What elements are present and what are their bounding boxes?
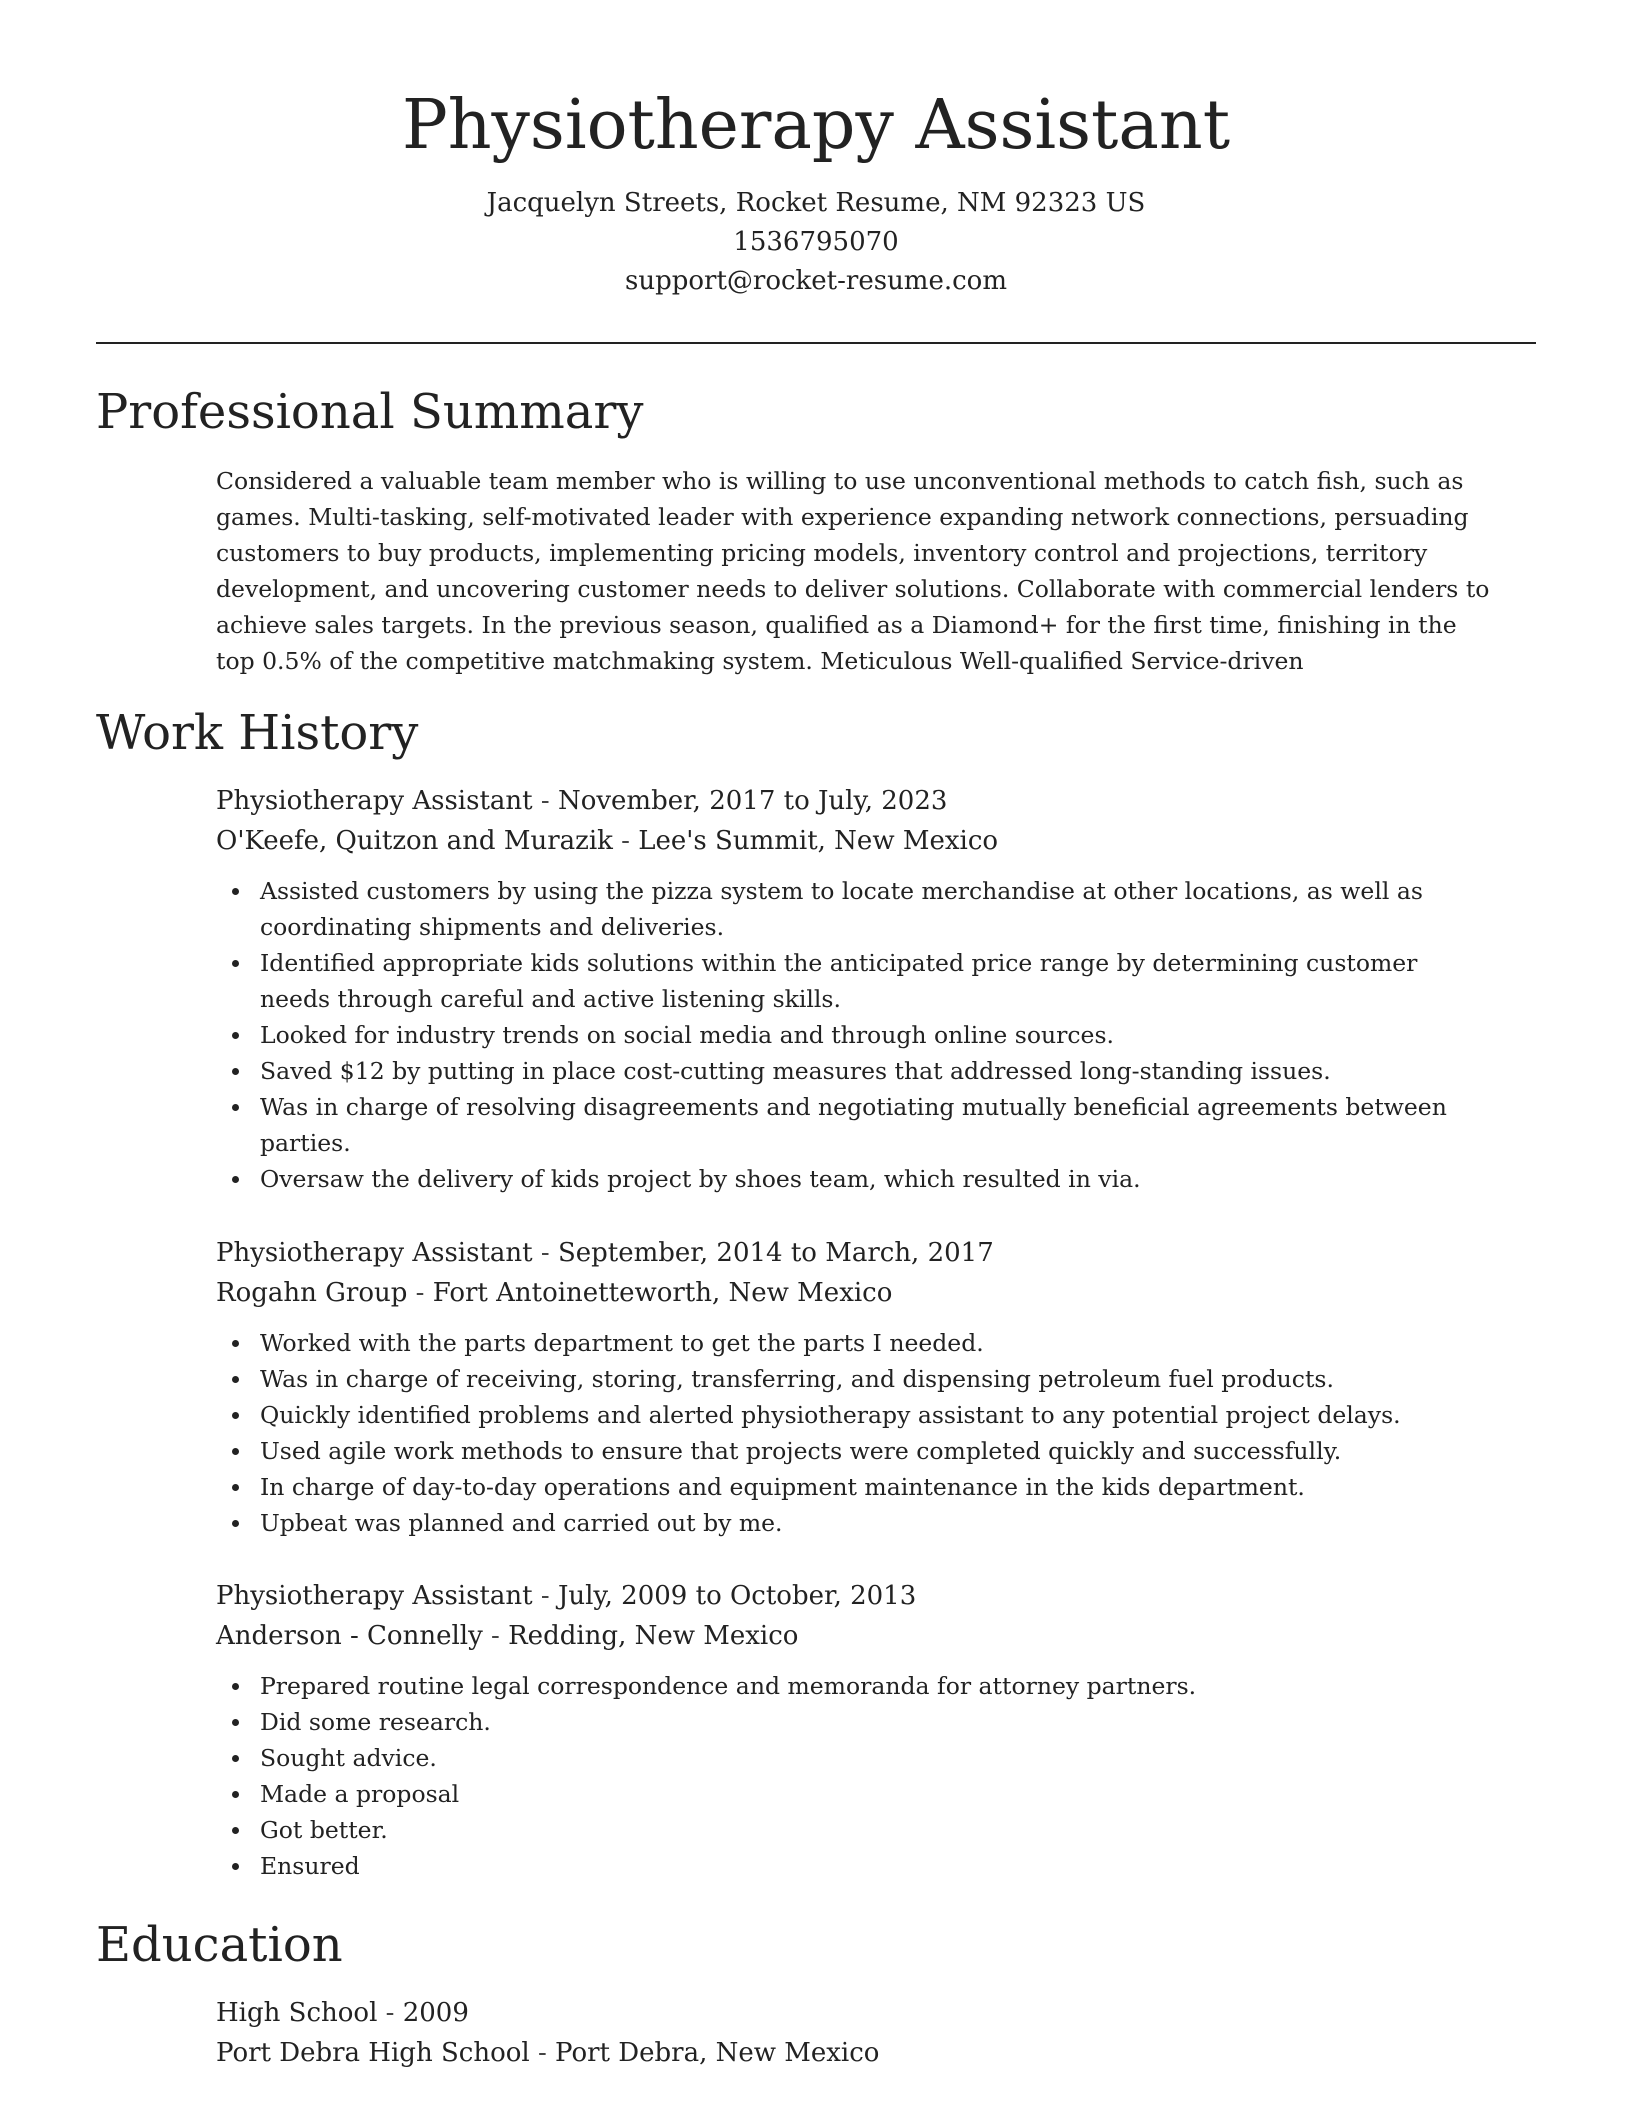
graduation-year: 2009 — [402, 1998, 469, 2028]
list-item — [260, 1740, 1516, 1776]
list-item — [260, 873, 1516, 945]
bullet-icon — [232, 1176, 239, 1183]
duty-text: Got better. — [260, 1816, 388, 1844]
contact-email: support@rocket-resume.com — [624, 266, 1007, 296]
job-location: Lee's Summit, New Mexico — [638, 826, 999, 856]
work-history-heading: Work History — [96, 705, 419, 761]
duty-text: Upbeat was planned and carried out by me. — [260, 1509, 783, 1537]
education-entry — [216, 1993, 1516, 2073]
list-item — [260, 1505, 1516, 1541]
duty-text: Was in charge of receiving, storing, transferring, and dispensing petroleum fuel products. — [260, 1365, 1334, 1393]
list-item — [260, 1017, 1516, 1053]
contact-address: Jacquelyn Streets, Rocket Resume, NM 92323 US — [486, 188, 1146, 218]
duty-text: Sought advice. — [260, 1744, 437, 1772]
degree: High School — [216, 1998, 378, 2028]
bullet-icon — [232, 1104, 239, 1111]
bullet-icon — [232, 1412, 239, 1419]
bullet-icon — [232, 1683, 239, 1690]
separator: - — [407, 1278, 433, 1308]
duty-text: In charge of day-to-day operations and equipment maintenance in the kids department. — [260, 1473, 1305, 1501]
job-title: Physiotherapy Assistant — [216, 786, 533, 816]
list-item — [260, 1776, 1516, 1812]
employer-line — [216, 1273, 1516, 1313]
list-item — [260, 1053, 1516, 1089]
school-name: Port Debra High School — [216, 2038, 530, 2068]
list-item — [260, 1704, 1516, 1740]
job-location: Fort Antoinetteworth, New Mexico — [432, 1278, 893, 1308]
bullet-icon — [232, 1340, 239, 1347]
duty-text: Quickly identified problems and alerted physiotherapy assistant to any potential project delays. — [260, 1401, 1401, 1429]
bullet-icon — [232, 1863, 239, 1870]
list-item — [260, 1089, 1516, 1161]
degree-line — [216, 1993, 1516, 2033]
header-divider — [96, 342, 1536, 344]
duty-text: Used agile work methods to ensure that projects were completed quickly and successfully. — [260, 1437, 1342, 1465]
job-duties-list — [216, 1668, 1516, 1884]
list-item — [260, 1668, 1516, 1704]
employer-name: Rogahn Group — [216, 1278, 408, 1308]
job-location: Redding, New Mexico — [508, 1621, 799, 1651]
bullet-icon — [232, 1484, 239, 1491]
list-item — [260, 1325, 1516, 1361]
bullet-icon — [232, 1068, 239, 1075]
duty-text: Made a proposal — [260, 1780, 460, 1808]
list-item — [260, 1848, 1516, 1884]
list-item — [260, 1397, 1516, 1433]
separator: - — [529, 2038, 556, 2068]
summary-text: Considered a valuable team member who is willing to use unconventional methods to catch fish, such as games. Multi-tasking, self-motivated leader with experience expanding network connections, persuading customers to buy products, implementing pricing models, inventory control and projections, territory development, and uncovering customer needs to deliver solutions. Collaborate with commercial lenders to achieve sales targets. In the previous season, qualified as a Diamond+ for the first time, finishing in the top 0.5% of the competitive matchmaking system. Meticulous Well-qualified Service-driven — [216, 467, 1490, 675]
bullet-icon — [232, 1376, 239, 1383]
list-item — [260, 1161, 1516, 1197]
employer-name: Anderson - Connelly — [216, 1621, 483, 1651]
bullet-icon — [232, 888, 239, 895]
duty-text: Saved $12 by putting in place cost-cutting measures that addressed long-standing issues. — [260, 1057, 1331, 1085]
duty-text: Was in charge of resolving disagreements and negotiating mutually beneficial agreements between parties. — [260, 1093, 1447, 1157]
list-item — [260, 1361, 1516, 1397]
duty-text: Assisted customers by using the pizza system to locate merchandise at other locations, as well as coordinating shipments and deliveries. — [260, 877, 1423, 941]
bullet-icon — [232, 1032, 239, 1039]
resume-header — [96, 84, 1536, 301]
education-heading: Education — [96, 1917, 343, 1973]
job-title-line — [216, 781, 1516, 821]
contact-phone: 1536795070 — [733, 227, 899, 257]
job-dates: September, 2014 to March, 2017 — [557, 1238, 994, 1268]
separator: - — [377, 1998, 403, 2028]
duty-text: Ensured — [260, 1852, 360, 1880]
bullet-icon — [232, 1791, 239, 1798]
employer-name: O'Keefe, Quitzon and Murazik — [216, 826, 613, 856]
job-dates: November, 2017 to July, 2023 — [557, 786, 948, 816]
job-duties-list — [216, 873, 1516, 1197]
duty-text: Worked with the parts department to get the parts I needed. — [260, 1329, 984, 1357]
job-entry-3 — [216, 1576, 1516, 1884]
job-title: Physiotherapy Assistant — [216, 1238, 533, 1268]
candidate-name: Physiotherapy Assistant — [401, 86, 1231, 165]
separator: - — [532, 1238, 558, 1268]
separator: - — [612, 826, 639, 856]
bullet-icon — [232, 960, 239, 967]
separator: - — [482, 1621, 509, 1651]
job-entry-2 — [216, 1233, 1516, 1541]
bullet-icon — [232, 1448, 239, 1455]
job-title-line — [216, 1576, 1516, 1616]
duty-text: Oversaw the delivery of kids project by shoes team, which resulted in via. — [260, 1165, 1141, 1193]
list-item — [260, 945, 1516, 1017]
job-title-line — [216, 1233, 1516, 1273]
job-entry-1 — [216, 781, 1516, 1197]
duty-text: Did some research. — [260, 1708, 491, 1736]
employer-line — [216, 1616, 1516, 1656]
duty-text: Looked for industry trends on social media and through online sources. — [260, 1021, 1114, 1049]
separator: - — [532, 786, 558, 816]
duty-text: Prepared routine legal correspondence and memoranda for attorney partners. — [260, 1672, 1197, 1700]
job-duties-list — [216, 1325, 1516, 1541]
duty-text: Identified appropriate kids solutions within the anticipated price range by determining customer needs through careful and active listening skills. — [260, 949, 1418, 1013]
list-item — [260, 1812, 1516, 1848]
list-item — [260, 1433, 1516, 1469]
employer-line — [216, 821, 1516, 861]
school-location: Port Debra, New Mexico — [555, 2038, 880, 2068]
summary-heading: Professional Summary — [96, 384, 644, 440]
bullet-icon — [232, 1520, 239, 1527]
list-item — [260, 1469, 1516, 1505]
bullet-icon — [232, 1719, 239, 1726]
bullet-icon — [232, 1827, 239, 1834]
separator: - — [532, 1581, 558, 1611]
job-title: Physiotherapy Assistant — [216, 1581, 533, 1611]
school-line — [216, 2033, 1516, 2073]
bullet-icon — [232, 1755, 239, 1762]
job-dates: July, 2009 to October, 2013 — [557, 1581, 917, 1611]
contact-info — [96, 184, 1536, 301]
